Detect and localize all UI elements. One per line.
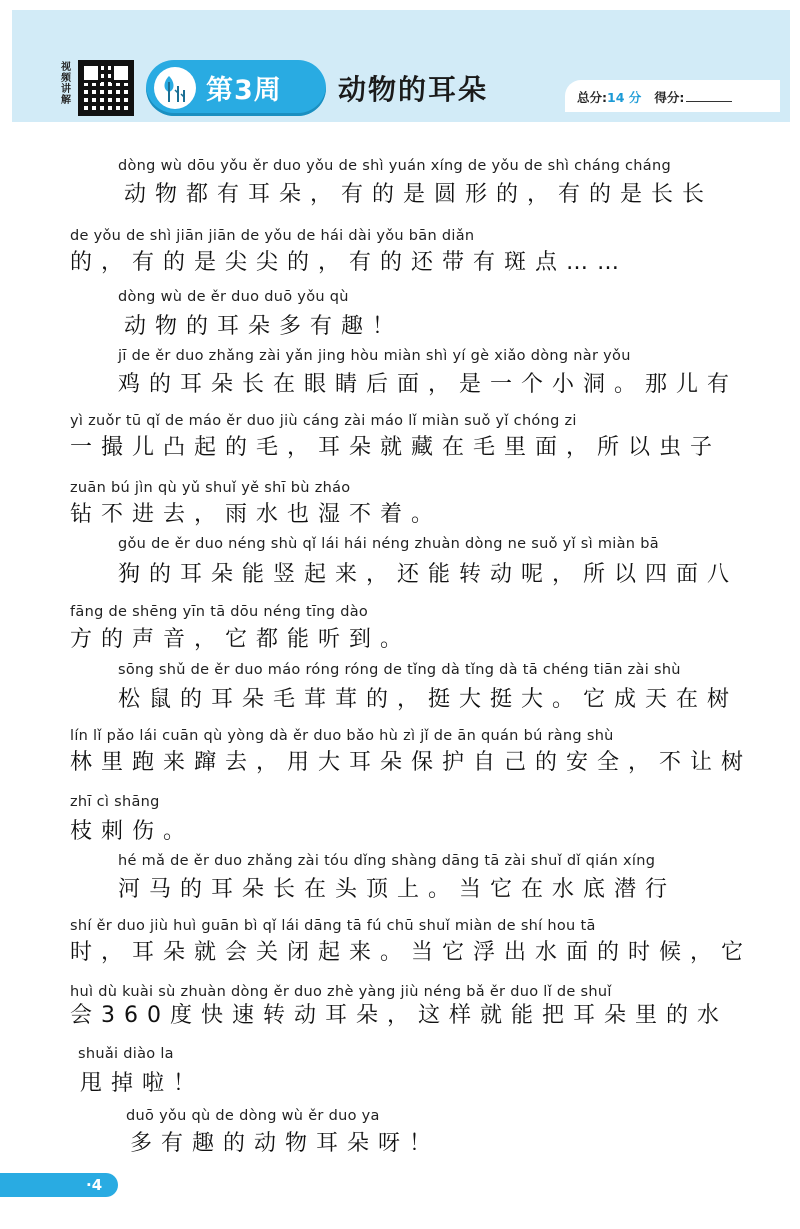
pinyin-line: fāng de shēng yīn tā dōu néng tīng dào: [70, 604, 369, 620]
text-line: 多有趣的动物耳朵呀！: [130, 1131, 441, 1156]
text-line: 时，耳朵就会关闭起来。当它浮出水面的时候，它: [70, 940, 753, 965]
total-value: 14 分: [607, 90, 642, 105]
qr-code-icon[interactable]: [78, 60, 134, 116]
text-line: 林里跑来蹿去，用大耳朵保护自己的安全，不让树: [70, 750, 753, 775]
pinyin-line: gǒu de ěr duo néng shù qǐ lái hái néng zhuàn dòng ne suǒ yǐ sì miàn bā: [118, 536, 659, 552]
score-label: 得分:: [654, 90, 685, 105]
page-title: 动物的耳朵: [338, 73, 489, 106]
text-line: 动物都有耳朵，有的是圆形的，有的是长长: [124, 182, 714, 207]
pinyin-line: dòng wù de ěr duo duō yǒu qù: [118, 289, 349, 305]
week-label: 第3周: [206, 75, 282, 106]
text-line: 的，有的是尖尖的，有的还带有斑点……: [70, 250, 629, 275]
pinyin-line: shí ěr duo jiù huì guān bì qǐ lái dāng tā fú chū shuǐ miàn de shí hou tā: [70, 918, 596, 934]
text-line: 一撮儿凸起的毛，耳朵就藏在毛里面，所以虫子: [70, 435, 722, 460]
pinyin-line: hé mǎ de ěr duo zhǎng zài tóu dǐng shàng dāng tā zài shuǐ dǐ qián xíng: [118, 853, 656, 869]
text-line: 甩掉啦！: [80, 1071, 205, 1096]
pinyin-line: dòng wù dōu yǒu ěr duo yǒu de shì yuán xíng de yǒu de shì cháng cháng: [118, 158, 671, 174]
text-line: 狗的耳朵能竖起来，还能转动呢，所以四面八: [118, 562, 739, 587]
pinyin-line: duō yǒu qù de dòng wù ěr duo ya: [126, 1108, 380, 1124]
pinyin-line: sōng shǔ de ěr duo máo róng róng de tǐng dà tǐng dà tā chéng tiān zài shù: [118, 662, 681, 678]
week-badge: [146, 60, 326, 116]
pinyin-line: shuǎi diào la: [78, 1046, 174, 1062]
text-line: 枝刺伤。: [70, 819, 195, 844]
pinyin-line: de yǒu de shì jiān jiān de yǒu de hái dài yǒu bān diǎn: [70, 228, 475, 244]
text-line: 方的声音，它都能听到。: [70, 627, 412, 652]
text-line: 鸡的耳朵长在眼睛后面，是一个小洞。那儿有: [118, 372, 739, 397]
text-line: 河马的耳朵长在头顶上。当它在水底潜行: [118, 877, 677, 902]
score-line: [577, 88, 732, 106]
pinyin-line: yì zuǒr tū qǐ de máo ěr duo jiù cáng zài máo lǐ miàn suǒ yǐ chóng zi: [70, 413, 577, 429]
total-label: 总分:: [577, 90, 607, 105]
qr-label: 视频讲解: [61, 62, 71, 106]
text-line: 钻不进去，雨水也湿不着。: [70, 502, 443, 527]
text-line: 动物的耳朵多有趣！: [124, 314, 404, 339]
page-number-tab: [0, 1173, 118, 1197]
text-line: 会360度快速转动耳朵，这样就能把耳朵里的水: [70, 1003, 728, 1028]
score-blank[interactable]: [686, 90, 732, 102]
tree-icon: [154, 67, 196, 109]
page-number: ·4: [86, 1176, 103, 1194]
score-box: [565, 80, 780, 112]
pinyin-line: huì dù kuài sù zhuàn dòng ěr duo zhè yàng jiù néng bǎ ěr duo lǐ de shuǐ: [70, 984, 612, 1000]
pinyin-line: jī de ěr duo zhǎng zài yǎn jing hòu miàn shì yí gè xiǎo dòng nàr yǒu: [118, 348, 631, 364]
pinyin-line: zhī cì shāng: [70, 794, 160, 810]
text-line: 松鼠的耳朵毛茸茸的，挺大挺大。它成天在树: [118, 687, 739, 712]
pinyin-line: zuān bú jìn qù yǔ shuǐ yě shī bù zháo: [70, 480, 351, 496]
pinyin-line: lín lǐ pǎo lái cuān qù yòng dà ěr duo bǎo hù zì jǐ de ān quán bú ràng shù: [70, 728, 614, 744]
